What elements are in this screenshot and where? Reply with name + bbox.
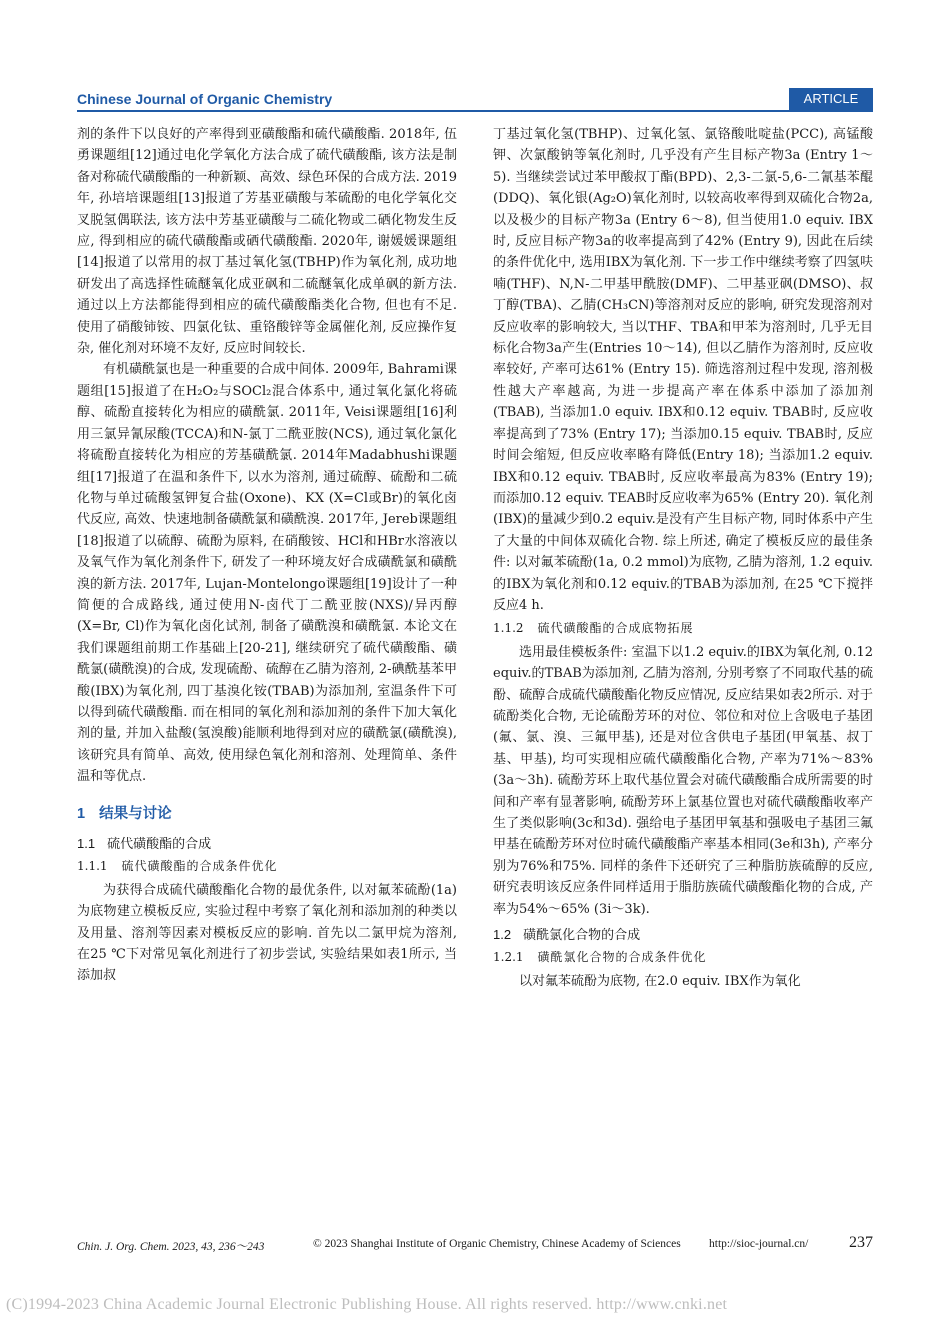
subsubsection-heading <box>493 947 873 968</box>
article-type-badge: ARTICLE <box>789 88 873 110</box>
subsubsection-title: 硫代磺酸酯的合成条件优化 <box>121 859 278 874</box>
subsubsection-number: 1.1.2 <box>493 621 524 636</box>
subsection-title: 硫代磺酸酯的合成 <box>107 836 212 851</box>
right-column <box>493 124 873 992</box>
subsubsection-heading <box>493 618 873 639</box>
footer-url[interactable]: http://sioc-journal.cn/ <box>709 1238 809 1250</box>
paragraph: 有机磺酰氯也是一种重要的合成中间体. 2009年, Bahrami课题组[15]报道了在H₂O₂与SOCl₂混合体系中, 通过氧化氯化将硫醇、硫酚直接转化为相应的磺酰氯. 2011年, Veisi课题组[16]利用三氯异氰尿酸(TCCA)和N-氯丁二酰亚胺(NCS), 通过氧化氯化将硫酚直接转化为相应的芳基磺酰氯. 2014年Madabhushi课题组[17]报道了在温和条件下, 以水为溶剂, 通过硫醇、硫酚和二硫化物与单过硫酸氢钾复合盐(Oxone)、KX (X=Cl或Br)的氧化卤代反应, 高效、快速地制备磺酰氯和磺酰溴. 2017年, Jereb课题组[18]报道了以硫醇、硫酚为原料, 在硝酸铵、HCl和HBr水溶液以及氧气作为氧化剂条件下, 研发了一种环境友好合成磺酰氯和磺酰溴的新方法. 2017年, Lujan-Montelongo课题组[19]设计了一种简便的合成路线, 通过使用N-卤代丁二酰亚胺(NXS)/异丙醇(X=Br, Cl)作为氧化卤化试剂, 制备了磺酰溴和磺酰氯. 本论文在我们课题组前期工作基础上[20-21], 继续研究了硫代磺酸酯、磺酰氯(磺酰溴)的合成, 发现硫酚、硫醇在乙腈为溶剂, 2-碘酰基苯甲酸(IBX)为氧化剂, 四丁基溴化铵(TBAB)为添加剂, 室温条件下可以得到硫代磺酸酯. 而在相同的氧化剂和添加剂的条件下加大氧化剂的量, 并加入盐酸(氢溴酸)能顺利地得到对应的磺酰氯(磺酰溴), 该研究具有简单、高效, 使用绿色氧化剂和溶剂、处理简单、条件温和等优点. <box>77 362 457 785</box>
paragraph: 剂的条件下以良好的产率得到亚磺酸酯和硫代磺酸酯. 2018年, 伍勇课题组[12]通过电化学氧化方法合成了硫代磺酸酯, 该方法是制备对称硫代磺酸酯的一种新颖、高效、绿色环保的合成方法. 2019年, 孙培培课题组[13]报道了芳基亚磺酸与苯硫酚的电化学氧化交叉脱氢偶联法, 该方法中芳基亚磺酸与二硫化物或二硒化物发生反应, 得到相应的硫代磺酸酯或硒代磺酸酯. 2020年, 谢媛媛课题组[14]报道了以常用的叔丁基过氧化氢(TBHP)作为氧化剂, 成功地研发出了高选择性硫醚氧化成亚砜和二硫醚氧化成单砜的新方法. 通过以上方法都能得到相应的硫代磺酸酯类化合物, 但也有不足. 使用了硝酸铈铵、四氯化钛、重铬酸锌等金属催化剂, 反应操作复杂, 催化剂对环境不友好, 反应时间较长. <box>77 127 457 357</box>
header-rule <box>77 110 873 112</box>
subsubsection-heading <box>77 856 457 877</box>
subsubsection-number: 1.2.1 <box>493 950 524 965</box>
left-column <box>77 124 457 987</box>
subsection-title: 磺酰氯化合物的合成 <box>523 927 641 943</box>
section-title: 结果与讨论 <box>99 805 172 822</box>
paragraph: 为获得合成硫代磺酸酯化合物的最优条件, 以对氟苯硫酚(1a)为底物建立模板反应, 实验过程中考察了氧化剂和添加剂的种类以及用量、溶剂等因素对模板反应的影响. 首先以二氯甲烷为溶剂, 在25 ℃下对常见氧化剂进行了初步尝试, 实验结果如表1所示, 当添加叔 <box>77 882 457 984</box>
cnki-watermark: (C)1994-2023 China Academic Journal Electronic Publishing House. All rights reserved. http://www.cnki.net <box>6 1296 728 1313</box>
subsubsection-number: 1.1.1 <box>77 859 108 874</box>
paragraph: 丁基过氧化氢(TBHP)、过氧化氢、氯铬酸吡啶盐(PCC), 高锰酸钾、次氯酸钠等氧化剂时, 几乎没有产生目标产物3a (Entry 1～5). 当继续尝试过苯甲酸叔丁酯(BPD)、2,3-二氯-5,6-二氰基苯醌(DDQ)、氧化银(Ag₂O)氧化剂时, 以较高收率得到双硫化合物2a, 以及极少的目标产物3a (Entry 6～8), 但当使用1.0 equiv. IBX时, 反应目标产物3a的收率提高到了42% (Entry 9), 因此在后续的条件优化中, 选用IBX为氧化剂. 下一步工作中继续考察了四氢呋喃(THF)、N,N-二甲基甲酰胺(DMF)、二甲基亚砜(DMSO)、叔丁醇(TBA)、乙腈(CH₃CN)等溶剂对反应的影响, 研究发现溶剂对反应收率的影响较大, 当以THF、TBA和甲苯为溶剂时, 几乎无目标化合物3a产生(Entries 10～14), 但以乙腈作为溶剂时, 反应收率较好, 产率可达61% (Entry 15). 筛选溶剂过程中发现, 溶剂极性越大产率越高, 为进一步提高产率在体系中添加了添加剂(TBAB), 当添加1.0 equiv. IBX和0.12 equiv. TBAB时, 反应收率提高到了73% (Entry 17); 当添加0.15 equiv. TBAB时, 反应时间会缩短, 但反应收率略有降低(Entry 18); 当添加1.2 equiv. IBX和0.12 equiv. TBAB时, 反应收率最高为83% (Entry 19); 而添加0.12 equiv. TEAB时反应收率为65% (Entry 20). 氧化剂(IBX)的量减少到0.2 equiv.是没有产生目标产物, 同时体系中产生了大量的中间体双硫化合物. 综上所述, 确定了模板反应的最佳条件: 以对氟苯硫酚(1a, 0.2 mmol)为底物, 乙腈为溶剂, 1.2 equiv.的IBX为氧化剂和0.12 equiv.的TBAB为添加剂, 在25 ℃下搅拌反应4 h. <box>493 127 873 613</box>
page-number: 237 <box>849 1234 873 1251</box>
footer-copyright: © 2023 Shanghai Institute of Organic Chemistry, Chinese Academy of Sciences <box>313 1238 681 1250</box>
paragraph: 选用最佳模板条件: 室温下以1.2 equiv.的IBX为氧化剂, 0.12 equiv.的TBAB为添加剂, 乙腈为溶剂, 分别考察了不同取代基的硫酚、硫醇合成硫代磺酸酯化物反应情况, 反应结果如表2所示. 对于硫酚类化合物, 无论硫酚芳环的对位、邻位和对位上含吸电子基团(氟、氯、溴、三氟甲基), 还是对位含供电子基团(甲氧基、叔丁基、甲基), 均可实现相应硫代磺酸酯化合物, 产率为71%～83% (3a～3h). 硫酚芳环上取代基位置会对硫代磺酸酯合成所需要的时间和产率有显著影响, 硫酚芳环上氯基位置也对硫代磺酸酯收率产生了类似影响(3c和3d). 强给电子基团甲氧基和强吸电子基团三氟甲基在硫酚芳环对位时硫代磺酸酯产率基本相同(3e和3h), 产率分别为76%和75%. 同样的条件下还研究了三种脂肪族硫醇的反应, 研究表明该反应条件同样适用于脂肪族硫代磺酸酯化物的合成, 产率为54%～65% (3i～3k). <box>493 644 873 917</box>
subsubsection-title: 磺酰氯化合物的合成条件优化 <box>537 950 707 965</box>
running-header <box>77 88 873 112</box>
subsection-number: 1.2 <box>493 927 512 943</box>
subsection-heading <box>77 833 457 854</box>
footer-citation: Chin. J. Org. Chem. 2023, 43, 236～243 <box>77 1241 265 1253</box>
section-number: 1 <box>77 805 86 822</box>
subsection-heading <box>493 924 873 945</box>
subsection-number: 1.1 <box>77 836 96 851</box>
journal-name: Chinese Journal of Organic Chemistry <box>77 91 333 107</box>
paragraph: 以对氟苯硫酚为底物, 在2.0 equiv. IBX作为氧化 <box>519 973 801 989</box>
subsubsection-title: 硫代磺酸酯的合成底物拓展 <box>537 621 694 636</box>
section-heading <box>77 804 457 825</box>
page-footer <box>77 1234 873 1254</box>
